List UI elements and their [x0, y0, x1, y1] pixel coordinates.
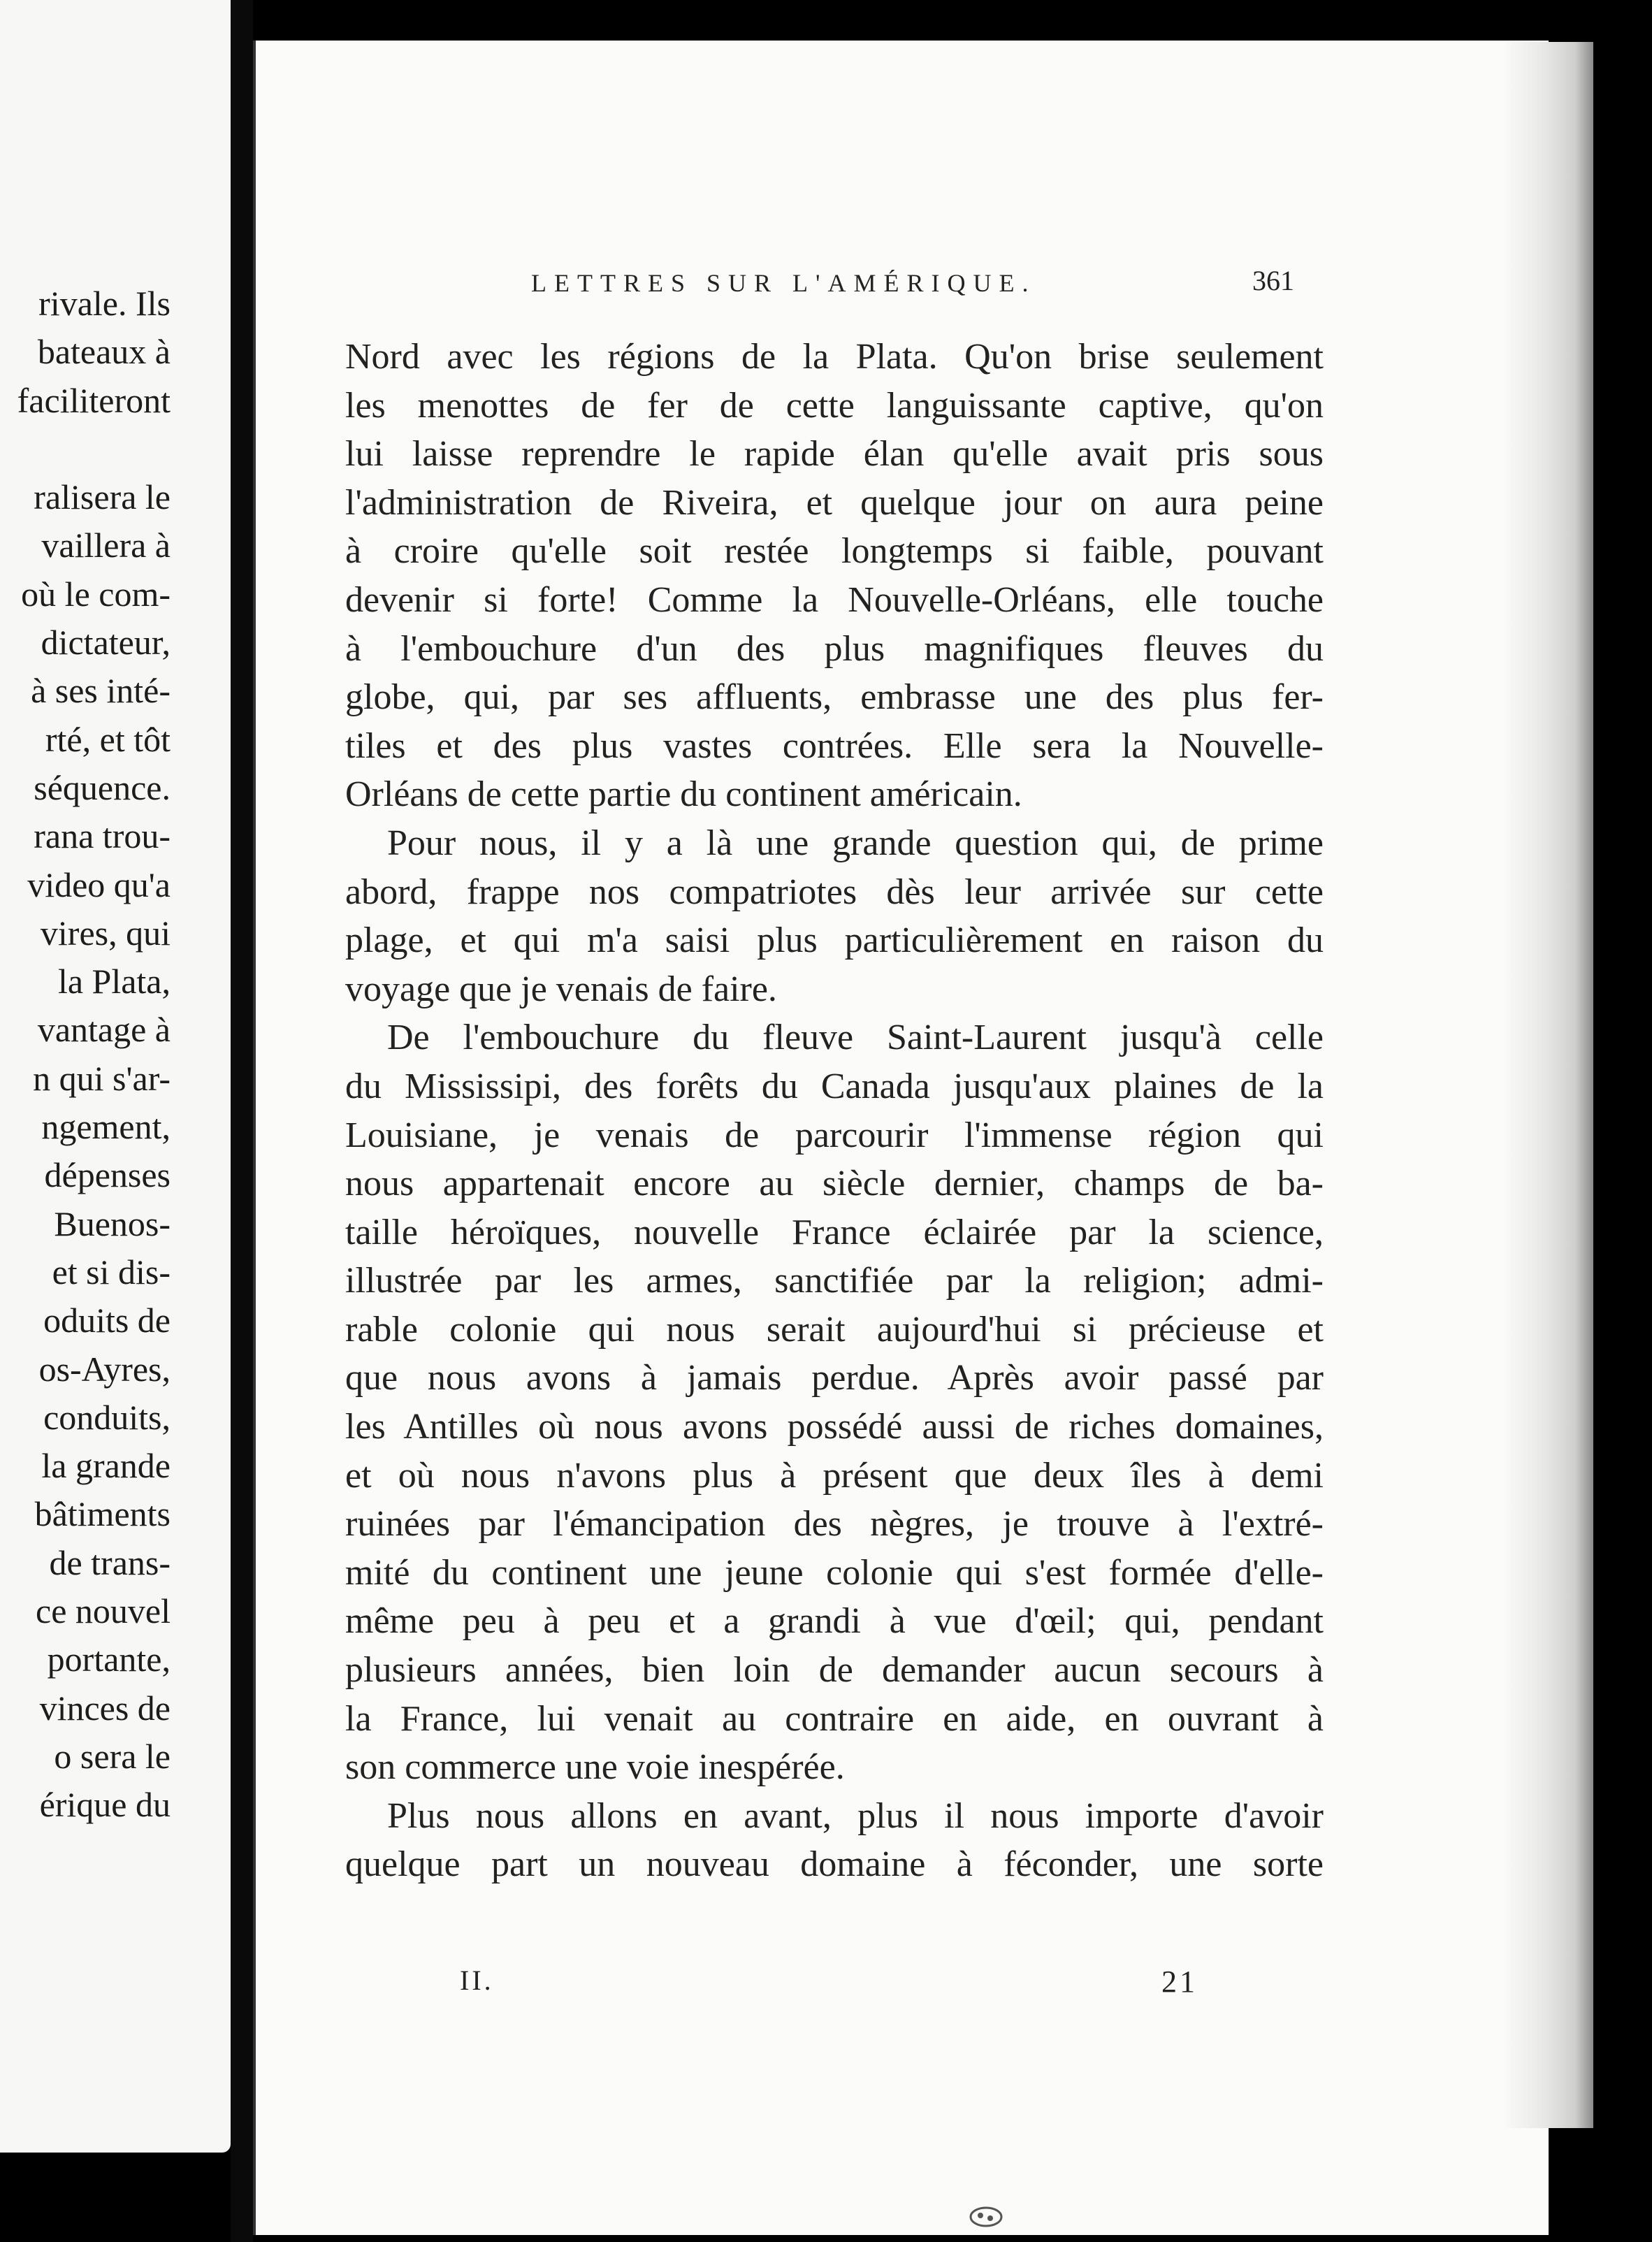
left-page-line: conduits, — [43, 1397, 171, 1437]
text-line: à croire qu'elle soit restée longtemps si faible, pouvant — [345, 531, 1324, 572]
text-line: plage, et qui m'a saisi plus particulièrement en raison du — [345, 920, 1324, 961]
left-page-line: video qu'a — [27, 865, 171, 904]
left-page-line: faciliteront — [17, 380, 171, 420]
text-line: lui laisse reprendre le rapide élan qu'elle avait pris sous — [345, 434, 1324, 475]
text-line: Pour nous, il y a là une grande question qui, de prime — [387, 823, 1324, 863]
left-page-line: vantage à — [37, 1010, 171, 1050]
left-page-line: n qui s'ar- — [33, 1058, 171, 1098]
page-number: 361 — [1252, 265, 1294, 296]
left-page-line: o sera le — [54, 1736, 171, 1776]
text-line: Orléans de cette partie du continent américain. — [345, 774, 1022, 815]
left-page-line: ralisera le — [34, 477, 171, 517]
signature-mark: II. — [460, 1965, 494, 1996]
text-line: son commerce une voie inespérée. — [345, 1747, 845, 1788]
left-page-line: rivale. Ils — [38, 284, 171, 323]
text-line: Nord avec les régions de la Plata. Qu'on brise seulement — [345, 337, 1324, 377]
left-page-line: Buenos- — [54, 1203, 171, 1243]
text-line: à l'embouchure d'un des plus magnifiques fleuves du — [345, 628, 1324, 669]
left-page-line: et si dis- — [52, 1252, 171, 1292]
library-stamp-icon — [968, 2205, 1004, 2229]
left-page-line: séquence. — [34, 767, 171, 807]
text-line: illustrée par les armes, sanctifiée par la religion; admi- — [345, 1261, 1324, 1301]
text-line: nous appartenait encore au siècle dernier, champs de ba- — [345, 1164, 1324, 1204]
left-page-line: vinces de — [39, 1688, 171, 1728]
text-line: globe, qui, par ses affluents, embrasse une des plus fer- — [345, 677, 1324, 718]
body-text — [345, 333, 1324, 1889]
left-page-line: bateaux à — [37, 332, 171, 372]
text-line: et où nous n'avons plus à présent que deux îles à demi — [345, 1455, 1324, 1496]
left-page-line: rana trou- — [34, 816, 171, 856]
page-edge-shadow — [1502, 42, 1593, 2128]
text-line: la France, lui venait au contraire en aide, en ouvrant à — [345, 1698, 1324, 1739]
left-page-line: dépenses — [44, 1155, 171, 1195]
left-page — [0, 0, 231, 2153]
text-line: plusieurs années, bien loin de demander aucun secours à — [345, 1650, 1324, 1691]
text-line: même peu à peu et a grandi à vue d'œil; qui, pendant — [345, 1601, 1324, 1642]
text-line: tiles et des plus vastes contrées. Elle sera la Nouvelle- — [345, 725, 1324, 766]
text-line: taille héroïques, nouvelle France éclairée par la science, — [345, 1212, 1324, 1252]
text-line: mité du continent une jeune colonie qui s'est formée d'elle- — [345, 1552, 1324, 1593]
text-line: voyage que je venais de faire. — [345, 969, 777, 1009]
text-line: l'administration de Riveira, et quelque jour on aura peine — [345, 482, 1324, 523]
left-page-line: la grande — [41, 1446, 171, 1486]
left-page-line: os-Ayres, — [38, 1349, 171, 1389]
left-page-line: de trans- — [49, 1542, 171, 1582]
text-line: Louisiane, je venais de parcourir l'immense région qui — [345, 1115, 1324, 1155]
text-line: du Mississipi, des forêts du Canada jusqu'aux plaines de la — [345, 1066, 1324, 1106]
text-line: Plus nous allons en avant, plus il nous importe d'avoir — [387, 1795, 1324, 1836]
left-page-line: vires, qui — [40, 913, 171, 953]
left-page-text — [17, 280, 171, 1830]
text-line: que nous avons à jamais perdue. Après avoir passé par — [345, 1358, 1324, 1398]
text-line: abord, frappe nos compatriotes dès leur arrivée sur cette — [345, 872, 1324, 912]
left-page-line: à ses inté- — [31, 671, 171, 711]
text-line: rable colonie qui nous serait aujourd'hui si précieuse et — [345, 1309, 1324, 1350]
left-page-line: rté, et tôt — [45, 719, 171, 759]
text-line: devenir si forte! Comme la Nouvelle-Orléans, elle touche — [345, 579, 1324, 620]
left-page-line: dictateur, — [41, 623, 171, 663]
left-page-line — [17, 425, 171, 473]
left-page-line: portante, — [47, 1640, 171, 1679]
book-spine — [231, 0, 253, 2242]
left-page-line: érique du — [39, 1785, 171, 1825]
left-page-line: vaillera à — [41, 526, 171, 565]
text-line: les menottes de fer de cette languissante captive, qu'on — [345, 385, 1324, 426]
left-page-line: ce nouvel — [36, 1591, 171, 1631]
text-line: quelque part un nouveau domaine à féconder, une sorte — [345, 1844, 1324, 1885]
left-page-line: oduits de — [43, 1301, 171, 1340]
left-page-line: où le com- — [21, 574, 171, 614]
left-page-line: ngement, — [41, 1107, 171, 1147]
sheet-number: 21 — [1161, 1965, 1198, 1999]
text-line: les Antilles où nous avons possédé aussi de riches domaines, — [345, 1407, 1324, 1447]
text-line: ruinées par l'émancipation des nègres, je trouve à l'extré- — [345, 1504, 1324, 1545]
text-line: De l'embouchure du fleuve Saint-Laurent jusqu'à celle — [387, 1018, 1324, 1058]
left-page-line: la Plata, — [57, 962, 171, 1001]
left-page-line: bâtiments — [34, 1494, 171, 1534]
running-head: LETTRES SUR L'AMÉRIQUE. — [531, 269, 1036, 297]
